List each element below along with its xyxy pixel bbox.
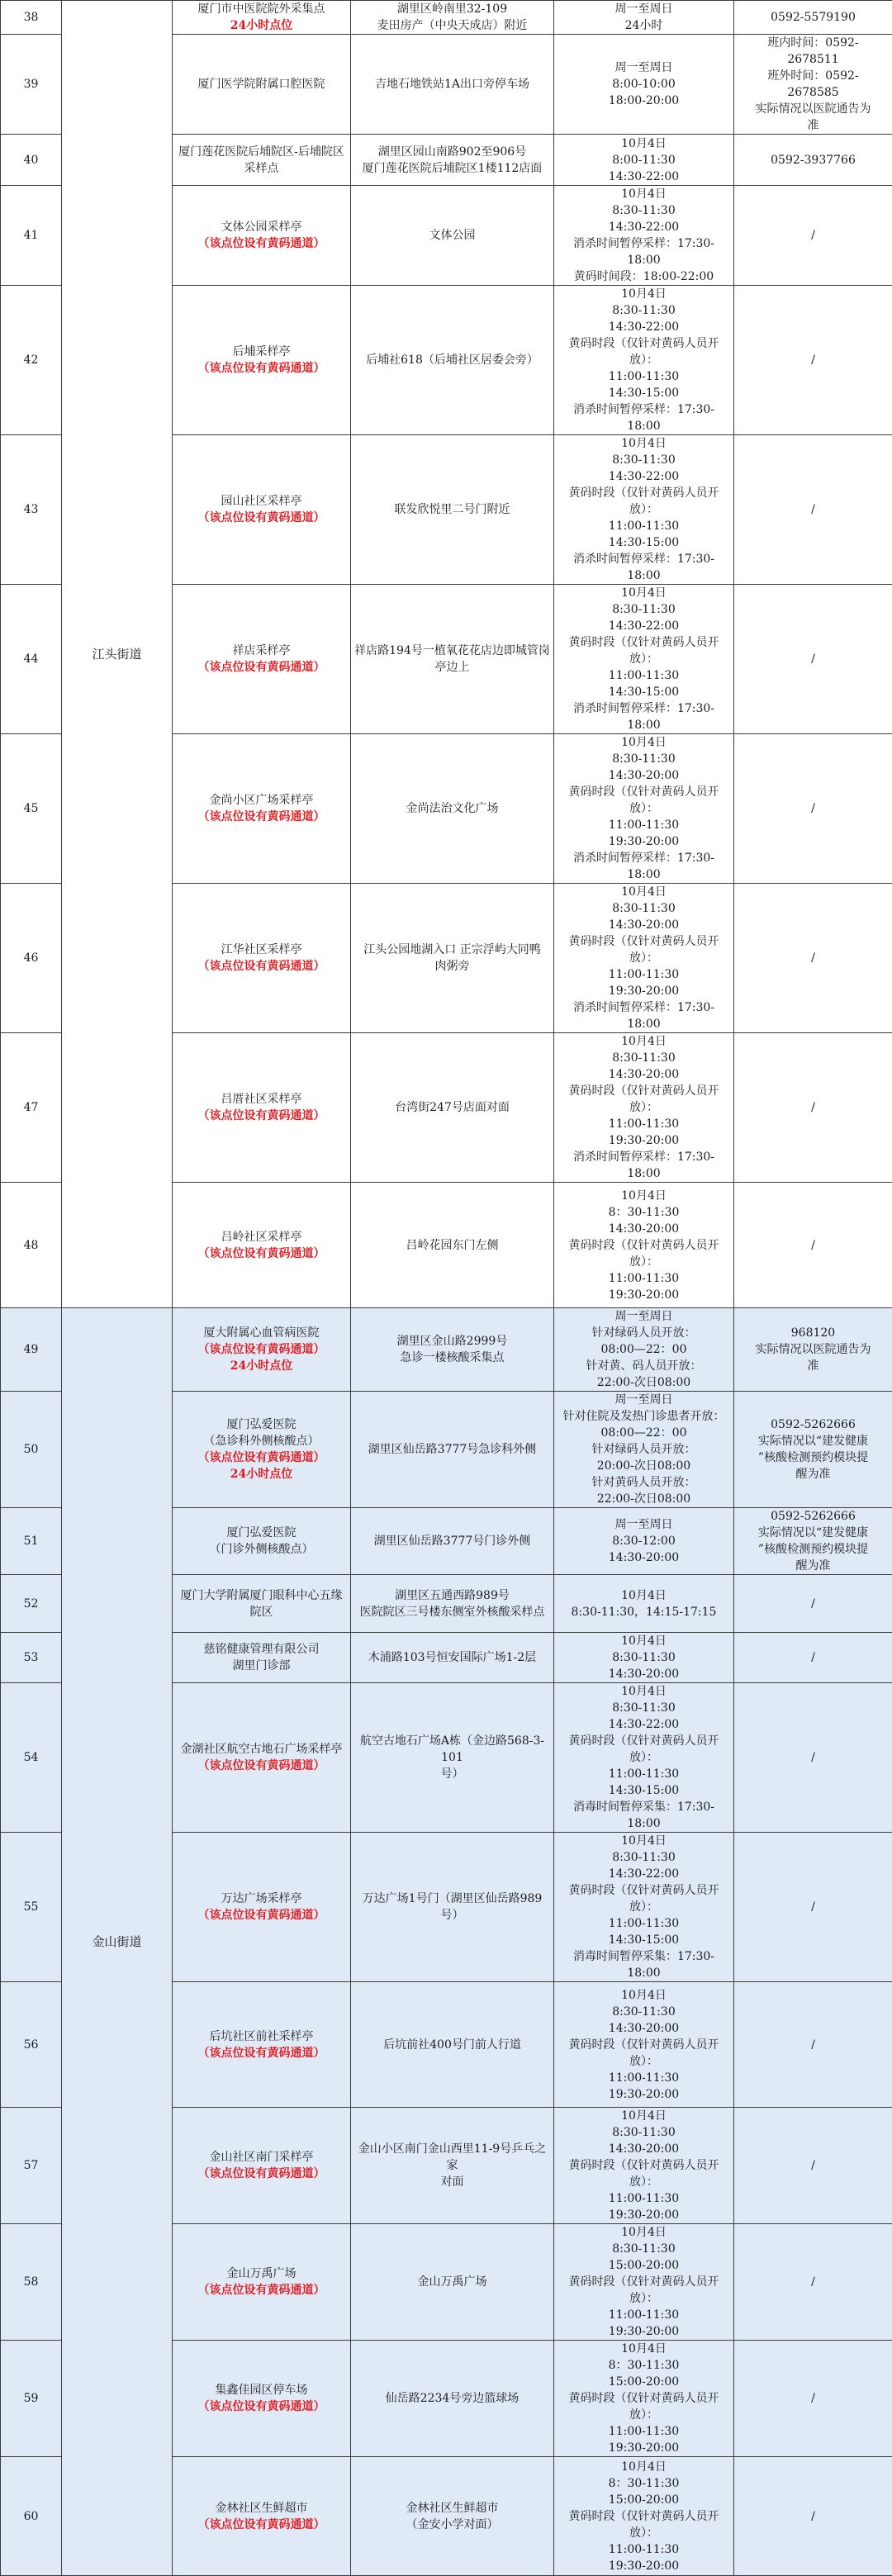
row-number: 44	[1, 585, 62, 734]
service-time: 10月4日 8:30-11:30 14:30-22:00 消杀时间暂停采样：17:30-18:00 黄码时间段：18:00-22:00	[554, 186, 734, 286]
row-number: 57	[1, 2108, 62, 2224]
row-number: 50	[1, 1392, 62, 1508]
site-note: （该点位设有黄码通道）	[176, 809, 347, 825]
row-number: 46	[1, 884, 62, 1033]
site-name: 金尚小区广场采样亭	[176, 792, 347, 809]
service-time: 10月4日 8：30-11:30 15:00-20:00 黄码时段（仅针对黄码人员开 放）： 11:00-11:30 19:30-20:00	[554, 2341, 734, 2457]
site-note: （该点位设有黄码通道）	[176, 360, 347, 377]
site-name-cell	[173, 186, 351, 286]
contact-phone: /	[734, 734, 892, 884]
row-number: 55	[1, 1833, 62, 1982]
service-time: 10月4日 8:30-11:30 14:30-20:00 黄码时段（仅针对黄码人员开 放）： 11:00-11:30 19:30-20:00 消杀时间暂停采样：17:30-18:00	[554, 1033, 734, 1183]
site-note: （该点位设有黄码通道）	[176, 2166, 347, 2182]
site-address: 联发欣悦里二号门附近	[351, 435, 554, 585]
service-time: 10月4日 8:30-11:30 14:30-22:00 黄码时段（仅针对黄码人员开 放）： 11:00-11:30 14:30-15:00 消杀时间暂停采样：17:30-18:00	[554, 435, 734, 585]
site-address: 祥店路194号一植氧花花店边即城管岗 亭边上	[351, 585, 554, 734]
contact-phone: /	[734, 186, 892, 286]
site-name-cell	[173, 1392, 351, 1508]
contact-phone: 0592-3937766	[734, 135, 892, 186]
site-address: 湖里区仙岳路3777号急诊科外侧	[351, 1392, 554, 1508]
site-address: 金山小区南门金山西里11-9号乒乓之家 对面	[351, 2108, 554, 2224]
service-time: 10月4日 8：30-11:30 14:30-20:00 黄码时段（仅针对黄码人员开 放）： 11:00-11:30 19:30-20:00	[554, 1183, 734, 1308]
row-number: 41	[1, 186, 62, 286]
site-name-cell	[173, 1633, 351, 1683]
service-time: 周一至周日 24小时	[554, 1, 734, 35]
site-note: （该点位设有黄码通道） 24小时点位	[176, 1341, 347, 1374]
site-name-cell	[173, 1508, 351, 1575]
service-time: 10月4日 8:30-11:30，14:15-17:15	[554, 1575, 734, 1633]
site-name: 厦门大学附属厦门眼科中心五缘 院区	[176, 1587, 347, 1620]
row-number: 42	[1, 286, 62, 435]
service-time: 10月4日 8:30-11:30 14:30-20:00 黄码时段（仅针对黄码人员开 放）： 11:00-11:30 19:30-20:00	[554, 1982, 734, 2108]
site-address: 湖里区岭南里32-109 麦田房产（中央天成店）附近	[351, 1, 554, 35]
site-name: 厦门莲花医院后埔院区-后埔院区 采样点	[176, 144, 347, 177]
site-name: 江华社区采样亭	[176, 942, 347, 958]
service-time: 周一至周日 8:30-12:00 14:30-20:00	[554, 1508, 734, 1575]
site-name-cell	[173, 435, 351, 585]
service-time: 10月4日 8:30-11:30 14:30-20:00 黄码时段（仅针对黄码人员开 放）： 11:00-11:30 19:30-20:00 消杀时间暂停采样：17:30-18:00	[554, 734, 734, 884]
row-number: 52	[1, 1575, 62, 1633]
site-note: （该点位设有黄码通道） 24小时点位	[176, 1449, 347, 1483]
site-address: 仙岳路2234号旁边篮球场	[351, 2341, 554, 2457]
contact-phone: /	[734, 884, 892, 1033]
site-name-cell	[173, 585, 351, 734]
site-name: 后埔采样亭	[176, 344, 347, 360]
site-address: 吕岭花园东门左侧	[351, 1183, 554, 1308]
site-note: （该点位设有黄码通道）	[176, 958, 347, 975]
site-name-cell	[173, 1982, 351, 2108]
site-address: 万达广场1号门（湖里区仙岳路989号）	[351, 1833, 554, 1982]
site-address: 木浦路103号恒安国际广场1-2层	[351, 1633, 554, 1683]
site-name-cell	[173, 2341, 351, 2457]
site-address: 江头公园地湖入口 正宗浮屿大同鸭 肉粥旁	[351, 884, 554, 1033]
row-number: 56	[1, 1982, 62, 2108]
site-name-cell	[173, 1033, 351, 1183]
site-name-cell	[173, 1308, 351, 1392]
site-name: 园山社区采样亭	[176, 493, 347, 510]
site-name: 厦门医学院附属口腔医院	[176, 76, 347, 93]
site-name: 厦大附属心血管病医院	[176, 1325, 347, 1341]
site-name-cell	[173, 884, 351, 1033]
site-note: （该点位设有黄码通道）	[176, 2398, 347, 2415]
contact-phone: /	[734, 2224, 892, 2341]
site-note: （该点位设有黄码通道）	[176, 1758, 347, 1774]
site-name: 文体公园采样亭	[176, 219, 347, 235]
site-name: 祥店采样亭	[176, 643, 347, 659]
service-time: 10月4日 8：30-11:30 15:00-20:00 黄码时段（仅针对黄码人员开 放）： 11:00-11:30 19:30-20:00	[554, 2457, 734, 2576]
site-name: 厦门市中医院院外采集点	[176, 1, 347, 17]
service-time: 10月4日 8:30-11:30 14:30-22:00 黄码时段（仅针对黄码人员开 放）： 11:00-11:30 14:30-15:00 消毒时间暂停采集：17:30-18:00	[554, 1833, 734, 1982]
site-address: 金尚法治文化广场	[351, 734, 554, 884]
service-time: 周一至周日 针对住院及发热门诊患者开放： 08:00—22：00 针对绿码人员开放： 20:00-次日08:00 针对黄码人员开放： 22:00-次日08:00	[554, 1392, 734, 1508]
table-row	[1, 1, 892, 35]
site-note: （该点位设有黄码通道）	[176, 2282, 347, 2298]
service-time: 10月4日 8:30-11:30 14:30-20:00 黄码时段（仅针对黄码人员开 放）： 11:00-11:30 19:30-20:00 消杀时间暂停采样：17:30-18:00	[554, 884, 734, 1033]
service-time: 10月4日 8:30-11:30 15:00-20:00 黄码时段（仅针对黄码人员开 放）： 11:00-11:30 19:30-20:00	[554, 2224, 734, 2341]
site-note: （该点位设有黄码通道）	[176, 235, 347, 252]
site-address: 湖里区五通西路989号 医院院区三号楼东侧室外核酸采样点	[351, 1575, 554, 1633]
site-note: （该点位设有黄码通道）	[176, 1108, 347, 1124]
site-name-cell	[173, 2108, 351, 2224]
service-time: 10月4日 8:30-11:30 14:30-20:00	[554, 1633, 734, 1683]
row-number: 38	[1, 1, 62, 35]
service-time: 周一至周日 8:00-10:00 18:00-20:00	[554, 35, 734, 135]
site-note: （该点位设有黄码通道）	[176, 2517, 347, 2533]
site-name-cell	[173, 734, 351, 884]
site-name: 金山社区南门采样亭	[176, 2149, 347, 2166]
street-jinshan: 金山街道	[62, 1308, 173, 2576]
site-note: （该点位设有黄码通道）	[176, 2045, 347, 2061]
row-number: 53	[1, 1633, 62, 1683]
row-number: 51	[1, 1508, 62, 1575]
contact-phone: /	[734, 1982, 892, 2108]
site-name-cell	[173, 1, 351, 35]
contact-phone: 0592-5579190	[734, 1, 892, 35]
site-name-cell	[173, 35, 351, 135]
service-time: 周一至周日 针对绿码人员开放： 08:00—22：00 针对黄、码人员开放： 22:00-次日08:00	[554, 1308, 734, 1392]
site-address: 后坑前社400号门前人行道	[351, 1982, 554, 2108]
site-name: 万达广场采样亭	[176, 1890, 347, 1907]
site-name: 金湖社区航空古地石广场采样亭	[176, 1741, 347, 1758]
site-name: 慈铭健康管理有限公司 湖里门诊部	[176, 1641, 347, 1674]
contact-phone: /	[734, 585, 892, 734]
row-number: 43	[1, 435, 62, 585]
contact-phone: /	[734, 1683, 892, 1833]
site-name: 金山万禹广场	[176, 2265, 347, 2282]
site-name: 吕厝社区采样亭	[176, 1091, 347, 1108]
site-address: 金山万禹广场	[351, 2224, 554, 2341]
site-address: 湖里区仙岳路3777号门诊外侧	[351, 1508, 554, 1575]
contact-phone: /	[734, 1575, 892, 1633]
row-number: 47	[1, 1033, 62, 1183]
service-time: 10月4日 8:30-11:30 14:30-20:00 黄码时段（仅针对黄码人员开 放）： 11:00-11:30 19:30-20:00	[554, 2108, 734, 2224]
contact-phone: /	[734, 2457, 892, 2576]
table-row	[1, 1308, 892, 1392]
site-note: （该点位设有黄码通道）	[176, 1907, 347, 1924]
site-name-cell	[173, 1183, 351, 1308]
site-address: 湖里区金山路2999号 急诊一楼核酸采集点	[351, 1308, 554, 1392]
contact-phone: /	[734, 2341, 892, 2457]
row-number: 60	[1, 2457, 62, 2576]
site-address: 后埔社618（后埔社区居委会旁）	[351, 286, 554, 435]
row-number: 39	[1, 35, 62, 135]
site-address: 文体公园	[351, 186, 554, 286]
contact-phone: 0592-5262666 实际情况以“建发健康 ”核酸检测预约模块提 醒为准	[734, 1508, 892, 1575]
site-name: 后坑社区前社采样亭	[176, 2028, 347, 2045]
contact-phone: /	[734, 1633, 892, 1683]
site-name-cell	[173, 1575, 351, 1633]
site-name-cell	[173, 1833, 351, 1982]
site-name: 吕岭社区采样亭	[176, 1229, 347, 1245]
contact-phone: /	[734, 1833, 892, 1982]
contact-phone: /	[734, 286, 892, 435]
contact-phone: /	[734, 1033, 892, 1183]
site-name-cell	[173, 135, 351, 186]
street-jiangtou: 江头街道	[62, 1, 173, 1308]
site-address: 航空古地石广场A栋（金边路568-3-101 号）	[351, 1683, 554, 1833]
site-note: 24小时点位	[176, 17, 347, 34]
contact-phone: 0592-5262666 实际情况以“建发健康 ”核酸检测预约模块提 醒为准	[734, 1392, 892, 1508]
row-number: 40	[1, 135, 62, 186]
site-name: 厦门弘爱医院 （急诊科外侧核酸点）	[176, 1416, 347, 1449]
contact-phone: /	[734, 2108, 892, 2224]
service-time: 10月4日 8:30-11:30 14:30-22:00 黄码时段（仅针对黄码人员开 放）： 11:00-11:30 14:30-15:00 消杀时间暂停采样：17:30-18:00	[554, 585, 734, 734]
service-time: 10月4日 8:30-11:30 14:30-22:00 黄码时段（仅针对黄码人员开 放）： 11:00-11:30 14:30-15:00 消杀时间暂停采样：17:30-18:00	[554, 286, 734, 435]
site-note: （该点位设有黄码通道）	[176, 510, 347, 526]
contact-phone: 班内时间：0592- 2678511 班外时间：0592- 2678585 实际情况以医院通告为 准	[734, 35, 892, 135]
row-number: 59	[1, 2341, 62, 2457]
row-number: 54	[1, 1683, 62, 1833]
site-note: （该点位设有黄码通道）	[176, 659, 347, 676]
site-address: 吉地石地铁站1A出口旁停车场	[351, 35, 554, 135]
site-name: 金林社区生鲜超市	[176, 2500, 347, 2517]
site-note: （该点位设有黄码通道）	[176, 1245, 347, 1262]
site-name: 集鑫佳园区停车场	[176, 2382, 347, 2398]
contact-phone: /	[734, 435, 892, 585]
site-name-cell	[173, 286, 351, 435]
row-number: 45	[1, 734, 62, 884]
site-name-cell	[173, 2224, 351, 2341]
service-time: 10月4日 8:30-11:30 14:30-22:00 黄码时段（仅针对黄码人员开 放）： 11:00-11:30 14:30-15:00 消毒时间暂停采集：17:30-18:00	[554, 1683, 734, 1833]
site-address: 湖里区园山南路902至906号 厦门莲花医院后埔院区1楼112店面	[351, 135, 554, 186]
row-number: 48	[1, 1183, 62, 1308]
row-number: 49	[1, 1308, 62, 1392]
site-address: 台湾街247号店面对面	[351, 1033, 554, 1183]
site-name: 厦门弘爱医院 （门诊外侧核酸点）	[176, 1525, 347, 1558]
row-number: 58	[1, 2224, 62, 2341]
contact-phone: 968120 实际情况以医院通告为 准	[734, 1308, 892, 1392]
contact-phone: /	[734, 1183, 892, 1308]
site-name-cell	[173, 1683, 351, 1833]
site-address: 金林社区生鲜超市 （金安小学对面）	[351, 2457, 554, 2576]
site-name-cell	[173, 2457, 351, 2576]
service-time: 10月4日 8:00-11:30 14:30-22:00	[554, 135, 734, 186]
